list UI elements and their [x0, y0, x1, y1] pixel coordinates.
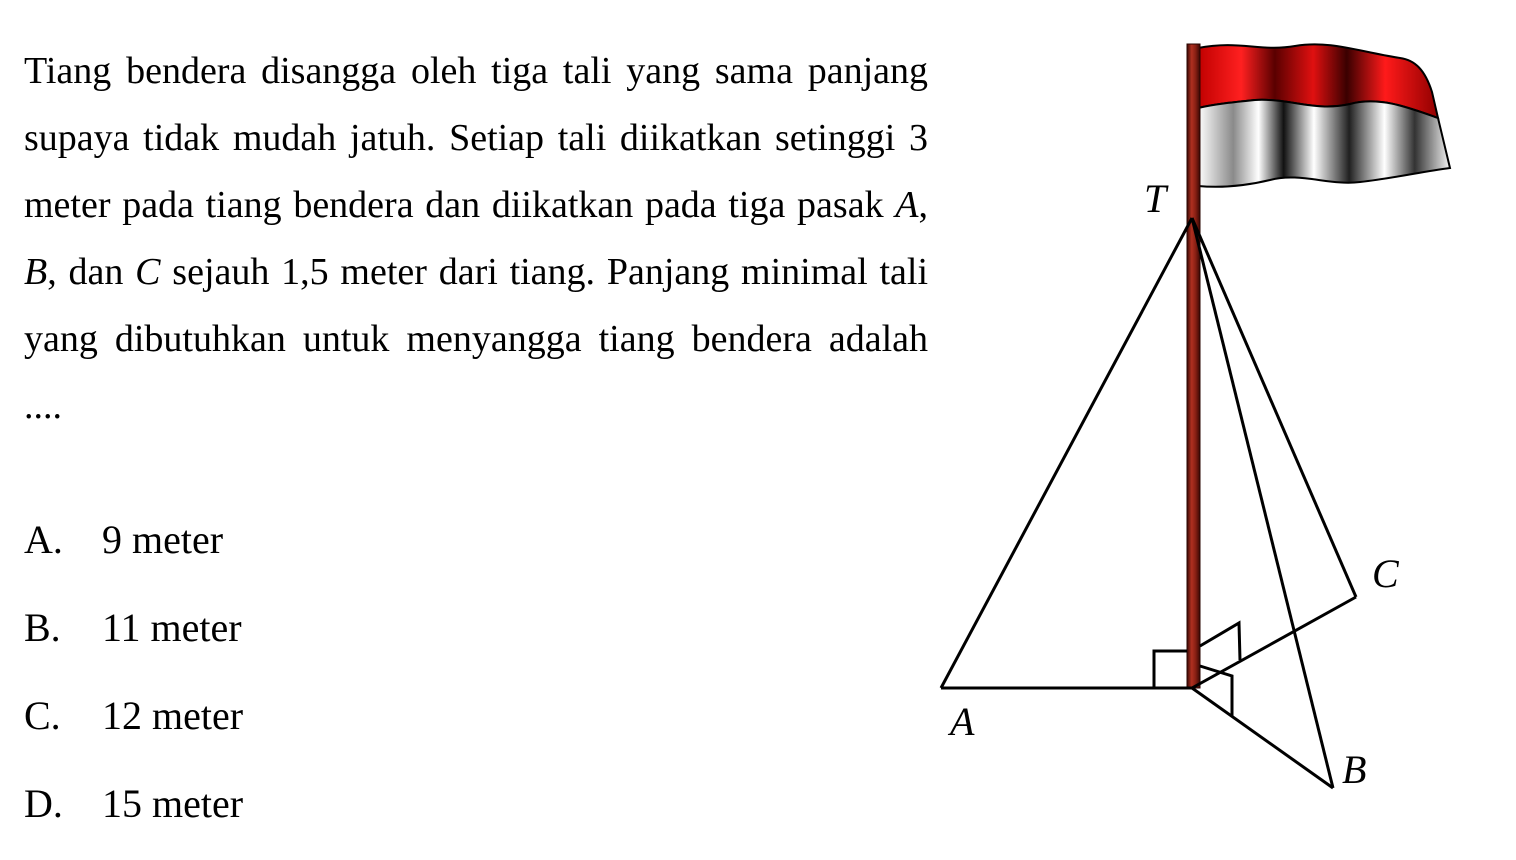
rope-tc: [1192, 218, 1356, 597]
option-b[interactable]: [24, 596, 243, 684]
rope-ta: [941, 218, 1192, 688]
right-angle-mark-a: [1154, 651, 1187, 688]
question-part-2: sejauh 1,5 meter dari tiang. Panjang minimal tali yang dibutuhkan untuk menyangga tiang bendera adalah ....: [24, 251, 928, 427]
option-b-letter: B.: [24, 605, 61, 650]
option-d-letter: D.: [24, 781, 63, 826]
option-d[interactable]: [24, 772, 243, 860]
separator-1: ,: [918, 184, 928, 226]
flag-icon: [1198, 44, 1450, 186]
separator-2: , dan: [47, 251, 136, 293]
label-c: C: [1372, 551, 1399, 596]
option-b-text: 11 meter: [102, 605, 242, 650]
answer-options: [24, 508, 243, 860]
option-c[interactable]: [24, 684, 243, 772]
flagpole: [1187, 44, 1200, 688]
point-a-ref: A: [895, 184, 919, 226]
question-text: [24, 38, 928, 440]
label-a: A: [950, 699, 975, 744]
option-a[interactable]: [24, 508, 243, 596]
question-part-1: Tiang bendera disangga oleh tiga tali yang sama panjang supaya tidak mudah jatuh. Setiap tali diikatkan setinggi 3 meter pada tiang bendera dan diikatkan pada tiga pasak: [24, 50, 928, 226]
option-a-text: 9 meter: [102, 517, 224, 562]
point-b-ref: B: [24, 251, 48, 293]
right-angle-mark-c: [1200, 623, 1240, 660]
option-c-letter: C.: [24, 693, 61, 738]
label-b: B: [1342, 747, 1367, 792]
option-c-text: 12 meter: [102, 693, 244, 738]
option-a-letter: A.: [24, 517, 63, 562]
flag-white-stripe: [1198, 100, 1450, 187]
base-line-c: [1192, 597, 1356, 688]
option-d-text: 15 meter: [102, 781, 244, 826]
flagpole-figure: [900, 0, 1500, 855]
point-c-ref: C: [135, 251, 161, 293]
label-t: T: [1144, 176, 1167, 221]
